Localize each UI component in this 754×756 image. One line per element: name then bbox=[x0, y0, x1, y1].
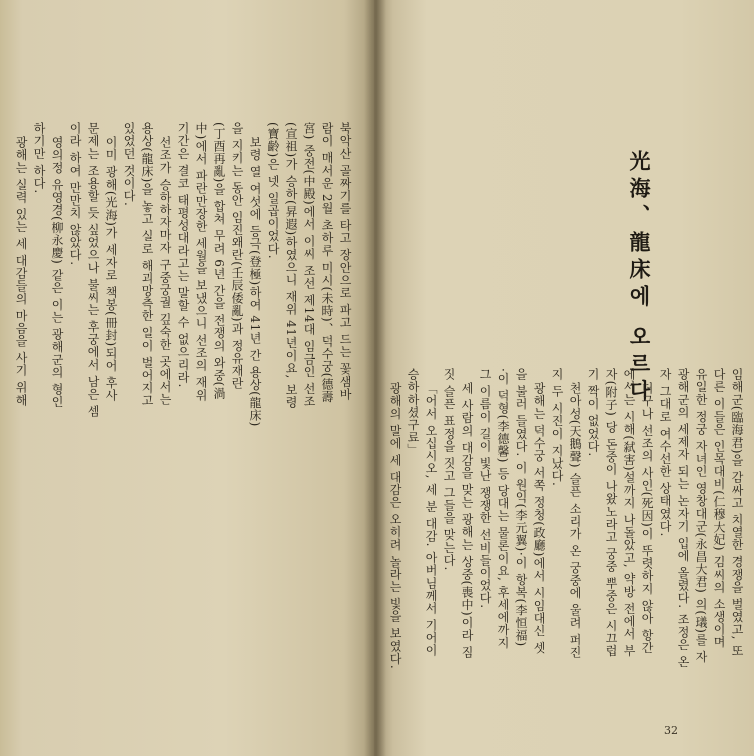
text-column: (丁酉再亂)을 합쳐 무려 6년 간을 전쟁의 와중(渦 bbox=[212, 122, 226, 400]
text-column: 영의정 유영경(柳永慶) 같은 이는 광해군의 형인 bbox=[50, 136, 64, 409]
text-column: 천아성(天鵝聲) 슬픈 소리가 온 궁중에 울려 퍼진 bbox=[568, 382, 582, 659]
book-gutter bbox=[364, 0, 386, 756]
text-column: 짓 슬픈 표정을 짓고 그들을 맞는다. bbox=[442, 368, 456, 571]
text-column: 宮) 중전(中殿)에서 이씨 조선 제14대 임금인 선조 bbox=[302, 122, 316, 408]
text-column: 「어서 오십시오, 세 분 대감. 아버님께서 기어이 bbox=[424, 382, 438, 657]
chapter-title: 光海、龍床에 오르다 bbox=[627, 150, 652, 407]
text-column: 광해는 실력 있는 세 대감들의 마음을 사기 위해 bbox=[14, 136, 28, 407]
text-column: 람이 매서운 2월 초하루 미시(未時)、덕수궁(德壽 bbox=[320, 122, 334, 404]
text-column: 을 불러 들였다. 이 원익(李元翼)·이 항복(李恒福) bbox=[514, 368, 528, 647]
text-column: 이라 하여 만만치 않았다. bbox=[68, 122, 82, 266]
text-column: 문제는 조용할 듯 싶었으나 불씨는 후궁에서 남은 셈 bbox=[86, 122, 100, 418]
text-column: 그 이름이 길이 빛난 쟁쟁한 선비들이었다. bbox=[478, 368, 492, 609]
text-column: 中)에서 파란만장한 세월을 보냈으니 선조의 재위 bbox=[194, 122, 208, 402]
text-column: (寶齡)은 넷 일곱이었다. bbox=[266, 122, 280, 260]
text-column: 있었던 것이다. bbox=[122, 122, 136, 207]
text-column: 세 사람의 대감을 맞는 광해는 상중(喪中)이라 짐 bbox=[460, 382, 474, 659]
text-column: ·이 덕형(李德馨) 등 당대는 물론이요, 후세에까지 bbox=[496, 368, 510, 649]
text-column: 북악산 골짜기를 타고 장안으로 파고 드는 꽃샘바 bbox=[338, 122, 352, 401]
text-column: 자 그대로 여수선한 상태였다. bbox=[658, 368, 672, 537]
text-column: 승하하셨구료」 bbox=[406, 368, 420, 457]
text-column: 선조가 승하하자마자 구중궁궐 깊숙한 곳에서는 bbox=[158, 136, 172, 406]
text-column: 보령 열 여섯에 등극(登極)하여 41년 간 용상(龍床) bbox=[248, 136, 262, 427]
text-column: 을 지키는 동안 임진왜란(壬辰倭亂)과 정유재란 bbox=[230, 122, 244, 390]
text-column: 지 두 시진이 지났다. bbox=[550, 368, 564, 487]
text-column: 하기만 하다. bbox=[32, 122, 46, 194]
text-column: (宣祖)가 승하(昇遐)하였으니 재위 41년이요, 보령 bbox=[284, 122, 298, 409]
text-column: 다른 이들은 인목대비(仁穆大妃) 김씨의 소생이며 bbox=[712, 368, 726, 649]
text-column: 더구나 선조의 사인(死因)이 뚜렷하지 않아 항간 bbox=[640, 382, 654, 655]
text-column: 기간은 결코 태평성대라고는 말할 수 없으리라. bbox=[176, 122, 190, 388]
text-column: 광해는 덕수궁 서쪽 정청(政廳)에서 시임대신 셋 bbox=[532, 382, 546, 655]
text-column: 용상(龍床)을 놓고 실로 해괴망측한 일이 벌어지고 bbox=[140, 122, 154, 407]
text-column: 자(附子) 당 돈중이 나왔노라고 궁중 뿌중은 시끄럽 bbox=[604, 368, 618, 658]
text-column: 광해의 말에 세 대감은 오히려 놀라는 빛을 보였다. bbox=[388, 382, 402, 670]
text-column: 이미 광해(光海)가 세자로 책봉(冊封)되어 후사 bbox=[104, 136, 118, 402]
right-page bbox=[374, 0, 754, 756]
page-number: 32 bbox=[664, 724, 678, 737]
left-page bbox=[0, 0, 374, 756]
text-column: 유일한 정궁 자녀인 영창대군(永昌大君) 의(㼁)를 자 bbox=[694, 368, 708, 664]
text-column: 기 짝이 없었다. bbox=[586, 368, 600, 457]
text-column: 광해군의 세제자 되는 논자기 입에 올렸다. 조정은 온 bbox=[676, 368, 690, 668]
text-column: 에서는 시해(弑害)설까지 나돌았고, 약방 전에서 부 bbox=[622, 368, 636, 658]
text-column: 임해군(臨海君)을 감싸고 치열한 경쟁을 벌였고, 또 bbox=[730, 368, 744, 658]
